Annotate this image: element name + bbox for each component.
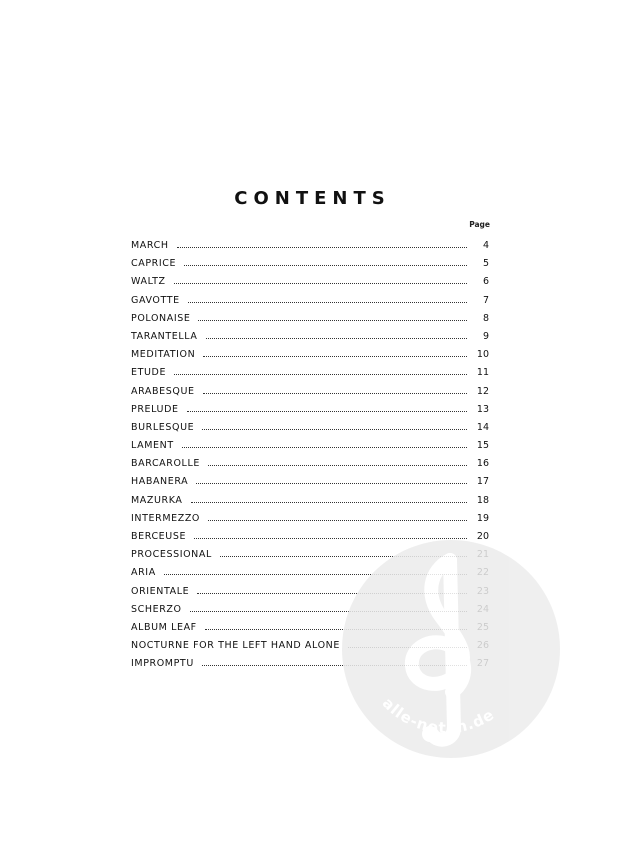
toc-entry-title: ORIENTALE [131, 585, 190, 597]
toc-entry-title: INTERMEZZO [131, 512, 201, 524]
toc-entry-title: ARIA [131, 567, 156, 579]
toc-entry-title: HABANERA [131, 476, 189, 488]
toc-entry-title: MARCH [131, 240, 169, 251]
toc-entry-page-number: 10 [476, 349, 489, 361]
toc-entry-page-number: 19 [476, 512, 489, 524]
toc-entry [131, 349, 489, 367]
dot-leader [206, 331, 468, 339]
toc-entry-title: NOCTURNE FOR THE LEFT HAND ALONE [131, 640, 340, 652]
dot-leader [202, 422, 467, 430]
dot-leader [177, 240, 467, 248]
toc-entry-page-number: 6 [482, 276, 489, 288]
toc-entry [131, 495, 489, 513]
toc-entry-title: ARABESQUE [131, 385, 195, 397]
toc-entry-page-number: 18 [476, 494, 489, 506]
toc-entry-page-number: 13 [476, 403, 489, 415]
toc-entry-title: ALBUM LEAF [131, 621, 197, 633]
toc-entry-title: SCHERZO [131, 603, 182, 615]
toc-entry-title: MAZURKA [131, 494, 183, 506]
toc-entry-page-number: 20 [476, 531, 489, 542]
dot-leader [203, 386, 467, 394]
dot-leader [182, 440, 467, 448]
toc-entry-page-number: 4 [482, 240, 489, 251]
toc-entry-title: LAMENT [131, 440, 174, 452]
dot-leader [196, 476, 467, 484]
dot-leader [187, 404, 467, 412]
dot-leader [191, 495, 467, 503]
toc-entry [131, 476, 489, 494]
toc-entry-title: GAVOTTE [131, 294, 180, 306]
toc-entry-title: ETUDE [131, 367, 167, 379]
dot-leader [194, 531, 467, 539]
toc-entry-page-number: 11 [476, 367, 489, 379]
toc-entry [131, 313, 489, 331]
toc-entry-title: TARANTELLA [131, 330, 198, 342]
treble-clef-icon [342, 540, 560, 758]
dot-leader [174, 367, 467, 375]
toc-entry-title: BURLESQUE [131, 421, 195, 433]
toc-entry [131, 240, 489, 258]
toc-entry-title: BERCEUSE [131, 531, 187, 542]
toc-entry-page-number: 12 [476, 385, 489, 397]
toc-entry [131, 367, 489, 385]
toc-entry-title: PRELUDE [131, 403, 179, 415]
watermark-text: alle-noten.de [378, 693, 498, 738]
toc-entry [131, 458, 489, 476]
toc-entry-page-number: 8 [482, 312, 489, 324]
toc-entry [131, 331, 489, 349]
toc-entry [131, 276, 489, 294]
dot-leader [184, 258, 467, 266]
toc-entry-page-number: 16 [476, 458, 489, 470]
toc-entry [131, 513, 489, 531]
toc-entry [131, 440, 489, 458]
dot-leader [174, 276, 467, 284]
toc-entry [131, 386, 489, 404]
dot-leader [208, 513, 467, 521]
toc-entry-title: MEDITATION [131, 349, 196, 361]
page-title: CONTENTS [234, 188, 391, 209]
dot-leader [188, 295, 467, 303]
dot-leader [198, 313, 467, 321]
toc-entry [131, 404, 489, 422]
toc-entry-page-number: 17 [476, 476, 489, 488]
toc-entry-title: CAPRICE [131, 258, 177, 270]
toc-entry-title: PROCESSIONAL [131, 549, 212, 561]
toc-entry-page-number: 7 [482, 294, 489, 306]
toc-entry [131, 258, 489, 276]
watermark [342, 540, 560, 758]
toc-entry-page-number: 9 [482, 330, 489, 342]
dot-leader [208, 458, 467, 466]
toc-entry [131, 422, 489, 440]
toc-entry-page-number: 15 [476, 440, 489, 452]
toc-entry [131, 295, 489, 313]
toc-entry-title: BARCAROLLE [131, 458, 200, 470]
toc-entry-title: WALTZ [131, 276, 166, 288]
toc-entry-title: IMPROMPTU [131, 658, 194, 670]
page-column-label: Page [469, 220, 490, 229]
dot-leader [203, 349, 467, 357]
toc-entry-title: POLONAISE [131, 312, 191, 324]
toc-entry-page-number: 14 [476, 421, 489, 433]
toc-entry-page-number: 5 [482, 258, 489, 270]
